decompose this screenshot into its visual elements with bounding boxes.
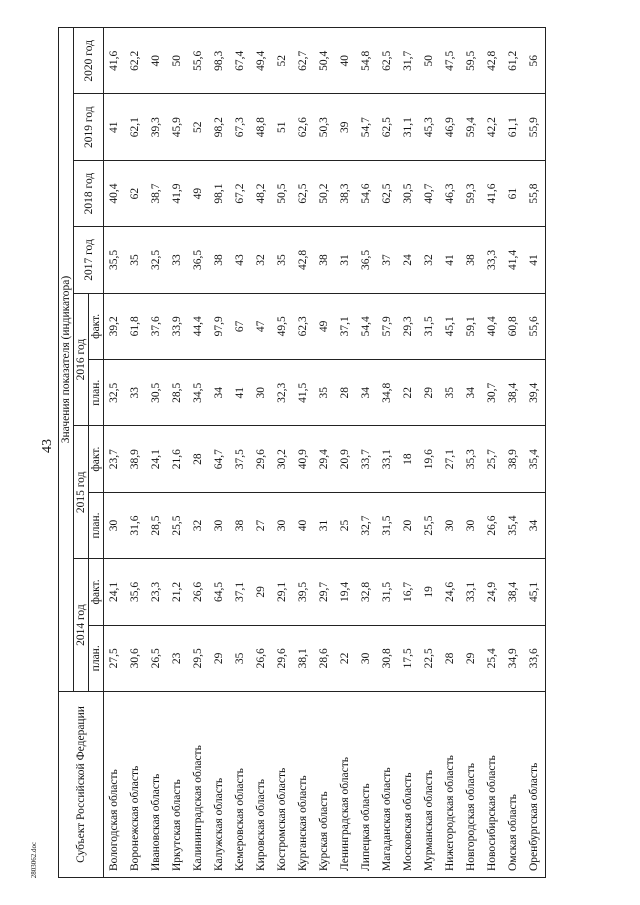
header-year-2017: 2017 год <box>74 227 104 293</box>
value-cell: 41 <box>440 227 461 293</box>
value-cell: 33 <box>125 360 146 426</box>
region-name: Иркутская область <box>167 692 188 878</box>
header-fact: факт. <box>89 559 104 625</box>
value-cell: 62 <box>125 160 146 226</box>
value-cell: 55,8 <box>524 160 546 226</box>
value-cell: 33,3 <box>482 227 503 293</box>
value-cell: 27,1 <box>440 426 461 492</box>
value-cell: 30,8 <box>377 625 398 691</box>
value-cell: 39 <box>335 94 356 160</box>
header-year-2020: 2020 год <box>74 28 104 94</box>
value-cell: 30 <box>461 492 482 558</box>
value-cell: 98,3 <box>209 28 230 94</box>
value-cell: 49,5 <box>272 293 293 359</box>
value-cell: 51 <box>272 94 293 160</box>
value-cell: 22,5 <box>419 625 440 691</box>
value-cell: 40,7 <box>419 160 440 226</box>
table-row <box>377 28 398 878</box>
value-cell: 37,1 <box>335 293 356 359</box>
value-cell: 50 <box>167 28 188 94</box>
value-cell: 28 <box>440 625 461 691</box>
value-cell: 38 <box>209 227 230 293</box>
value-cell: 54,6 <box>356 160 377 226</box>
value-cell: 46,3 <box>440 160 461 226</box>
value-cell: 59,3 <box>461 160 482 226</box>
value-cell: 50,5 <box>272 160 293 226</box>
value-cell: 39,4 <box>524 360 546 426</box>
value-cell: 44,4 <box>188 293 209 359</box>
value-cell: 45,1 <box>440 293 461 359</box>
value-cell: 52 <box>188 94 209 160</box>
value-cell: 61,8 <box>125 293 146 359</box>
value-cell: 29 <box>461 625 482 691</box>
value-cell: 59,4 <box>461 94 482 160</box>
value-cell: 32,8 <box>356 559 377 625</box>
region-name: Новосибирская область <box>482 692 503 878</box>
value-cell: 32,7 <box>356 492 377 558</box>
value-cell: 29,5 <box>188 625 209 691</box>
value-cell: 29,7 <box>314 559 335 625</box>
value-cell: 57,9 <box>377 293 398 359</box>
header-fact: факт. <box>89 426 104 492</box>
table-row <box>398 28 419 878</box>
value-cell: 28 <box>335 360 356 426</box>
region-name: Курганская область <box>293 692 314 878</box>
value-cell: 38,3 <box>335 160 356 226</box>
value-cell: 45,1 <box>524 559 546 625</box>
value-cell: 26,6 <box>482 492 503 558</box>
value-cell: 31 <box>335 227 356 293</box>
value-cell: 25,4 <box>482 625 503 691</box>
value-cell: 38,4 <box>503 559 524 625</box>
value-cell: 29,3 <box>398 293 419 359</box>
value-cell: 35 <box>230 625 251 691</box>
region-name: Московская область <box>398 692 419 878</box>
value-cell: 38,7 <box>146 160 167 226</box>
value-cell: 27 <box>251 492 272 558</box>
value-cell: 67,4 <box>230 28 251 94</box>
value-cell: 45,3 <box>419 94 440 160</box>
value-cell: 37,6 <box>146 293 167 359</box>
value-cell: 42,2 <box>482 94 503 160</box>
value-cell: 38 <box>314 227 335 293</box>
value-cell: 42,8 <box>293 227 314 293</box>
header-plan: план. <box>89 360 104 426</box>
region-name: Магаданская область <box>377 692 398 878</box>
value-cell: 29,1 <box>272 559 293 625</box>
value-cell: 29 <box>251 559 272 625</box>
region-name: Кировская область <box>251 692 272 878</box>
value-cell: 40 <box>146 28 167 94</box>
value-cell: 41,4 <box>503 227 524 293</box>
value-cell: 30 <box>272 492 293 558</box>
value-cell: 38,9 <box>503 426 524 492</box>
header-plan: план. <box>89 492 104 558</box>
region-name: Воронежская область <box>125 692 146 878</box>
value-cell: 31,6 <box>125 492 146 558</box>
header-year-2016: 2016 год <box>74 293 89 426</box>
value-cell: 67 <box>230 293 251 359</box>
region-name: Вологодская область <box>104 692 126 878</box>
value-cell: 30 <box>209 492 230 558</box>
region-name: Оренбургская область <box>524 692 546 878</box>
value-cell: 39,3 <box>146 94 167 160</box>
header-values-title: Значения показателя (индикатора) <box>59 28 74 692</box>
value-cell: 17,5 <box>398 625 419 691</box>
value-cell: 40,4 <box>104 160 126 226</box>
table-row <box>209 28 230 878</box>
value-cell: 55,6 <box>188 28 209 94</box>
value-cell: 60,8 <box>503 293 524 359</box>
header-year-2019: 2019 год <box>74 94 104 160</box>
value-cell: 59,1 <box>461 293 482 359</box>
table-row <box>335 28 356 878</box>
region-name: Костромская область <box>272 692 293 878</box>
table-row <box>314 28 335 878</box>
value-cell: 27,5 <box>104 625 126 691</box>
value-cell: 30 <box>104 492 126 558</box>
region-name: Калужская область <box>209 692 230 878</box>
value-cell: 33 <box>167 227 188 293</box>
value-cell: 62,2 <box>125 28 146 94</box>
value-cell: 46,9 <box>440 94 461 160</box>
footer-file-code: 2803062.doc <box>30 841 38 879</box>
value-cell: 32,3 <box>272 360 293 426</box>
value-cell: 62,3 <box>293 293 314 359</box>
header-year-2018: 2018 год <box>74 160 104 226</box>
value-cell: 22 <box>335 625 356 691</box>
table-row <box>230 28 251 878</box>
value-cell: 41 <box>104 94 126 160</box>
header-subject: Субъект Российской Федерации <box>59 692 104 878</box>
value-cell: 32 <box>188 492 209 558</box>
value-cell: 19 <box>419 559 440 625</box>
value-cell: 33,9 <box>167 293 188 359</box>
value-cell: 41,9 <box>167 160 188 226</box>
table-row <box>461 28 482 878</box>
region-name: Калининградская область <box>188 692 209 878</box>
value-cell: 36,5 <box>188 227 209 293</box>
value-cell: 32,5 <box>146 227 167 293</box>
region-name: Кемеровская область <box>230 692 251 878</box>
value-cell: 25,7 <box>482 426 503 492</box>
table-row <box>188 28 209 878</box>
value-cell: 32 <box>251 227 272 293</box>
region-name: Курская область <box>314 692 335 878</box>
table-row <box>482 28 503 878</box>
region-name: Омская область <box>503 692 524 878</box>
value-cell: 30 <box>356 625 377 691</box>
value-cell: 31,7 <box>398 28 419 94</box>
value-cell: 39,2 <box>104 293 126 359</box>
region-name: Новгородская область <box>461 692 482 878</box>
value-cell: 32 <box>419 227 440 293</box>
value-cell: 48,2 <box>251 160 272 226</box>
value-cell: 16,7 <box>398 559 419 625</box>
value-cell: 25,5 <box>419 492 440 558</box>
table-row <box>125 28 146 878</box>
value-cell: 43 <box>230 227 251 293</box>
value-cell: 25 <box>335 492 356 558</box>
value-cell: 24,9 <box>482 559 503 625</box>
region-name: Мурманская область <box>419 692 440 878</box>
value-cell: 62,6 <box>293 94 314 160</box>
value-cell: 21,6 <box>167 426 188 492</box>
value-cell: 35 <box>440 360 461 426</box>
value-cell: 98,2 <box>209 94 230 160</box>
value-cell: 29 <box>419 360 440 426</box>
value-cell: 52 <box>272 28 293 94</box>
value-cell: 30 <box>251 360 272 426</box>
value-cell: 33,1 <box>377 426 398 492</box>
value-cell: 38 <box>230 492 251 558</box>
value-cell: 36,5 <box>356 227 377 293</box>
value-cell: 35 <box>272 227 293 293</box>
value-cell: 62,5 <box>293 160 314 226</box>
value-cell: 29 <box>209 625 230 691</box>
value-cell: 19,4 <box>335 559 356 625</box>
value-cell: 40,4 <box>482 293 503 359</box>
region-name: Ивановская область <box>146 692 167 878</box>
value-cell: 42,8 <box>482 28 503 94</box>
value-cell: 22 <box>398 360 419 426</box>
value-cell: 30,2 <box>272 426 293 492</box>
value-cell: 34,5 <box>188 360 209 426</box>
value-cell: 54,8 <box>356 28 377 94</box>
value-cell: 30,6 <box>125 625 146 691</box>
value-cell: 31,5 <box>419 293 440 359</box>
value-cell: 41,5 <box>293 360 314 426</box>
value-cell: 38 <box>461 227 482 293</box>
value-cell: 61 <box>503 160 524 226</box>
value-cell: 20 <box>398 492 419 558</box>
value-cell: 34 <box>356 360 377 426</box>
value-cell: 35,5 <box>104 227 126 293</box>
table-row <box>419 28 440 878</box>
value-cell: 64,5 <box>209 559 230 625</box>
value-cell: 28,5 <box>146 492 167 558</box>
value-cell: 48,8 <box>251 94 272 160</box>
value-cell: 28 <box>188 426 209 492</box>
value-cell: 28,5 <box>167 360 188 426</box>
value-cell: 47,5 <box>440 28 461 94</box>
table-row <box>251 28 272 878</box>
value-cell: 24,1 <box>104 559 126 625</box>
value-cell: 37,1 <box>230 559 251 625</box>
value-cell: 38,9 <box>125 426 146 492</box>
value-cell: 67,3 <box>230 94 251 160</box>
region-name: Ленинградская область <box>335 692 356 878</box>
value-cell: 19,6 <box>419 426 440 492</box>
value-cell: 33,7 <box>356 426 377 492</box>
value-cell: 49 <box>188 160 209 226</box>
table-container <box>58 28 608 878</box>
value-cell: 38,1 <box>293 625 314 691</box>
value-cell: 26,6 <box>251 625 272 691</box>
table-row <box>167 28 188 878</box>
value-cell: 24,6 <box>440 559 461 625</box>
value-cell: 39,5 <box>293 559 314 625</box>
value-cell: 33,6 <box>524 625 546 691</box>
value-cell: 35 <box>314 360 335 426</box>
value-cell: 25,5 <box>167 492 188 558</box>
value-cell: 34 <box>524 492 546 558</box>
value-cell: 33,1 <box>461 559 482 625</box>
value-cell: 45,9 <box>167 94 188 160</box>
header-plan: план. <box>89 625 104 691</box>
table-row <box>524 28 546 878</box>
value-cell: 32,5 <box>104 360 126 426</box>
header-year-2015: 2015 год <box>74 426 89 559</box>
page-number: 43 <box>40 439 55 453</box>
value-cell: 49,4 <box>251 28 272 94</box>
value-cell: 98,1 <box>209 160 230 226</box>
value-cell: 23 <box>167 625 188 691</box>
table-row <box>146 28 167 878</box>
value-cell: 41,6 <box>482 160 503 226</box>
value-cell: 23,3 <box>146 559 167 625</box>
value-cell: 40 <box>335 28 356 94</box>
value-cell: 35,3 <box>461 426 482 492</box>
value-cell: 35,4 <box>503 492 524 558</box>
value-cell: 40,9 <box>293 426 314 492</box>
value-cell: 31,5 <box>377 559 398 625</box>
value-cell: 61,1 <box>503 94 524 160</box>
table-row <box>104 28 126 878</box>
value-cell: 62,7 <box>293 28 314 94</box>
value-cell: 20,9 <box>335 426 356 492</box>
value-cell: 18 <box>398 426 419 492</box>
value-cell: 62,5 <box>377 28 398 94</box>
region-name: Нижегородская область <box>440 692 461 878</box>
value-cell: 35 <box>125 227 146 293</box>
value-cell: 28,6 <box>314 625 335 691</box>
value-cell: 50,4 <box>314 28 335 94</box>
table-row <box>293 28 314 878</box>
value-cell: 50 <box>419 28 440 94</box>
value-cell: 62,1 <box>125 94 146 160</box>
value-cell: 50,2 <box>314 160 335 226</box>
value-cell: 55,6 <box>524 293 546 359</box>
value-cell: 30,5 <box>146 360 167 426</box>
indicator-table <box>58 27 546 878</box>
header-fact: факт. <box>89 293 104 359</box>
value-cell: 34 <box>209 360 230 426</box>
value-cell: 26,5 <box>146 625 167 691</box>
value-cell: 41 <box>230 360 251 426</box>
value-cell: 38,4 <box>503 360 524 426</box>
value-cell: 41 <box>524 227 546 293</box>
value-cell: 37 <box>377 227 398 293</box>
value-cell: 21,2 <box>167 559 188 625</box>
value-cell: 30,5 <box>398 160 419 226</box>
value-cell: 35,4 <box>524 426 546 492</box>
value-cell: 54,7 <box>356 94 377 160</box>
value-cell: 62,5 <box>377 160 398 226</box>
value-cell: 31,5 <box>377 492 398 558</box>
value-cell: 54,4 <box>356 293 377 359</box>
value-cell: 49 <box>314 293 335 359</box>
value-cell: 61,2 <box>503 28 524 94</box>
table-row <box>440 28 461 878</box>
value-cell: 29,4 <box>314 426 335 492</box>
value-cell: 64,7 <box>209 426 230 492</box>
value-cell: 97,9 <box>209 293 230 359</box>
header-year-2014: 2014 год <box>74 559 89 692</box>
value-cell: 40 <box>293 492 314 558</box>
value-cell: 50,3 <box>314 94 335 160</box>
value-cell: 37,5 <box>230 426 251 492</box>
value-cell: 31 <box>314 492 335 558</box>
value-cell: 34 <box>461 360 482 426</box>
value-cell: 26,6 <box>188 559 209 625</box>
value-cell: 24 <box>398 227 419 293</box>
value-cell: 62,5 <box>377 94 398 160</box>
value-cell: 24,1 <box>146 426 167 492</box>
value-cell: 55,9 <box>524 94 546 160</box>
value-cell: 34,9 <box>503 625 524 691</box>
value-cell: 41,6 <box>104 28 126 94</box>
value-cell: 47 <box>251 293 272 359</box>
table-row <box>272 28 293 878</box>
value-cell: 30,7 <box>482 360 503 426</box>
rotated-table <box>58 28 608 878</box>
value-cell: 59,5 <box>461 28 482 94</box>
value-cell: 30 <box>440 492 461 558</box>
table-row <box>503 28 524 878</box>
value-cell: 67,2 <box>230 160 251 226</box>
value-cell: 31,1 <box>398 94 419 160</box>
value-cell: 23,7 <box>104 426 126 492</box>
value-cell: 34,8 <box>377 360 398 426</box>
value-cell: 56 <box>524 28 546 94</box>
value-cell: 29,6 <box>251 426 272 492</box>
region-name: Липецкая область <box>356 692 377 878</box>
value-cell: 29,6 <box>272 625 293 691</box>
table-body <box>104 28 546 878</box>
table-row <box>356 28 377 878</box>
value-cell: 35,6 <box>125 559 146 625</box>
